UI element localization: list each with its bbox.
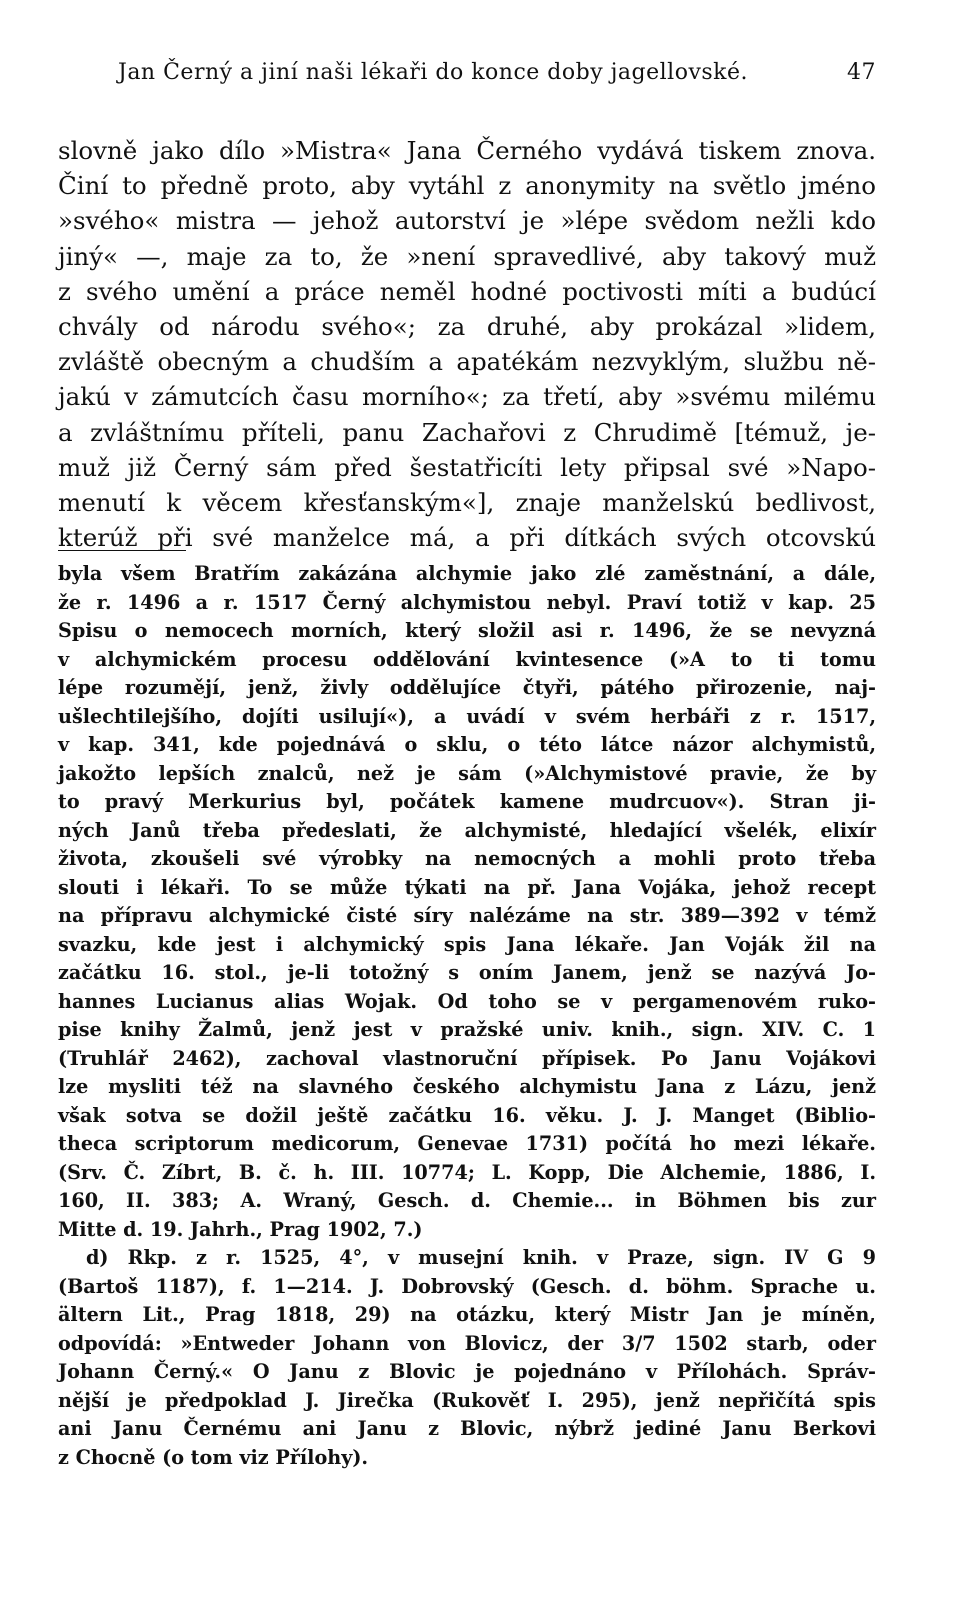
footnote-line: odpovídá: »Entweder Johann von Blovicz, der 3/7 1502 starb, oder xyxy=(58,1331,876,1355)
text-line: jakú v zámutcích času morního«; za třetí, aby »svému milému xyxy=(58,382,876,412)
footnote-line: na přípravu alchymické čisté síry nalézáme na str. 389—392 v témž xyxy=(58,904,876,927)
running-title: Jan Černý a jiní naši lékaři do konce doby jagellovské. xyxy=(118,60,749,85)
footnote-line: theca scriptorum medicorum, Genevae 1731) počítá ho mezi lékaře. xyxy=(58,1132,876,1155)
footnote-line: (Bartoš 1187), f. 1—214. J. Dobrovský (Gesch. d. böhm. Sprache u. xyxy=(58,1274,876,1298)
footnote-line: (Srv. Č. Zíbrt, B. č. h. III. 10774; L. Kopp, Die Alchemie, 1886, I. xyxy=(58,1160,876,1184)
footnotes xyxy=(58,560,876,1472)
footnote-line: nější je předpoklad J. Jirečka (Rukověť I. 295), jenž nepřičítá spis xyxy=(58,1388,876,1412)
text-line: menutí k věcem křesťanským«], znaje manželskú bedlivost, xyxy=(58,487,876,517)
footnote-line: začátku 16. stol., je-li totožný s oním Janem, jenž se nazývá Jo- xyxy=(58,961,876,984)
text-line: zvláště obecným a chudším a apatékám nezvyklým, službu ně- xyxy=(58,347,876,377)
text-line: »svého« mistra — jehož autorství je »lépe svědom nežli kdo xyxy=(58,206,876,236)
footnote-separator xyxy=(58,550,186,551)
footnote-line: jakožto lepších znalců, než je sám (»Alchymistové pravie, že by xyxy=(58,761,876,785)
footnote-line: ných Janů třeba předeslati, že alchymisté, hledající všelék, elixír xyxy=(58,818,876,842)
text-line: slovně jako dílo »Mistra« Jana Černého vydává tiskem znova. xyxy=(58,136,876,165)
footnote-line: z Chocně (o tom viz Přílohy). xyxy=(58,1445,369,1469)
footnote-line: hannes Lucianus alias Wojak. Od toho se v pergamenovém ruko- xyxy=(58,989,876,1013)
footnote-line: Mitte d. 19. Jahrh., Prag 1902, 7.) xyxy=(58,1217,423,1241)
text-line: chvály od národu svého«; za druhé, aby prokázal »lidem, xyxy=(58,311,876,341)
text-line: Činí to předně proto, aby vytáhl z anonymity na světlo jméno xyxy=(58,171,876,201)
text-line: z svého umění a práce neměl hodné poctivosti míti a budúcí xyxy=(58,276,876,306)
text-line: muž již Černý sám před šestatřicíti lety připsal své »Napo- xyxy=(58,452,876,482)
footnote-line: ältern Lit., Prag 1818, 29) na otázku, který Mistr Jan je míněn, xyxy=(58,1303,876,1326)
footnote-line: to pravý Merkurius byl, počátek kamene mudrcuov«). Stran ji- xyxy=(58,790,876,813)
footnote-line: Johann Černý.« O Janu z Blovic je pojednáno v Přílohách. Správ- xyxy=(58,1360,876,1383)
running-header xyxy=(118,60,876,92)
footnote-line: 160, II. 383; A. Wraný, Gesch. d. Chemie... in Böhmen bis zur xyxy=(58,1189,876,1212)
text-line: jiný« —, maje za to, že »není spravedlivé, aby takový muž xyxy=(58,241,876,271)
footnote-line: (Truhlář 2462), zachoval vlastnoruční přípisek. Po Janu Vojákovi xyxy=(58,1046,876,1070)
footnote-line: d) Rkp. z r. 1525, 4°, v musejní knih. v Praze, sign. IV G 9 xyxy=(86,1246,876,1269)
footnote-line: lépe rozumějí, jenž, živly oddělujíce čtyři, pátého přirozenie, naj- xyxy=(58,676,876,699)
footnote-line: lze mysliti též na slavného českého alchymistu Jana z Lázu, jenž xyxy=(58,1075,876,1098)
page-number: 47 xyxy=(847,60,876,85)
footnote-line: slouti i lékaři. To se může týkati na př. Jana Vojáka, jehož recept xyxy=(58,875,876,899)
footnote-line: že r. 1496 a r. 1517 Černý alchymistou nebyl. Praví totiž v kap. 25 xyxy=(58,590,876,614)
footnote-line: Spisu o nemocech morních, který složil asi r. 1496, že se nevyzná xyxy=(58,619,876,642)
footnote-line: pise knihy Žalmů, jenž jest v pražské univ. knih., sign. XIV. C. 1 xyxy=(58,1018,876,1041)
text-line: kterúž při své manželce má, a při dítkách svých otcovskú xyxy=(58,523,876,553)
main-text xyxy=(58,133,876,555)
footnote-line: ušlechtilejšího, dojíti usilují«), a uvádí v svém herbáři z r. 1517, xyxy=(58,704,876,728)
text-line: a zvláštnímu příteli, panu Zachařovi z Chrudimě [témuž, je- xyxy=(58,417,876,447)
footnote-line: byla všem Bratřím zakázána alchymie jako zlé zaměstnání, a dále, xyxy=(58,562,876,585)
footnote-line: v alchymickém procesu oddělování kvintesence (»A to ti tomu xyxy=(58,647,876,671)
footnote-line: však sotva se dožil ještě začátku 16. věku. J. J. Manget (Biblio- xyxy=(58,1103,876,1127)
footnote-line: v kap. 341, kde pojednává o sklu, o této látce názor alchymistů, xyxy=(58,733,876,756)
footnote-line: ani Janu Černému ani Janu z Blovic, nýbrž jediné Janu Berkovi xyxy=(58,1417,876,1440)
footnote-line: života, zkoušeli své výrobky na nemocných a mohli proto třeba xyxy=(58,847,876,870)
footnote-line: svazku, kde jest i alchymický spis Jana lékaře. Jan Voják žil na xyxy=(58,932,876,956)
